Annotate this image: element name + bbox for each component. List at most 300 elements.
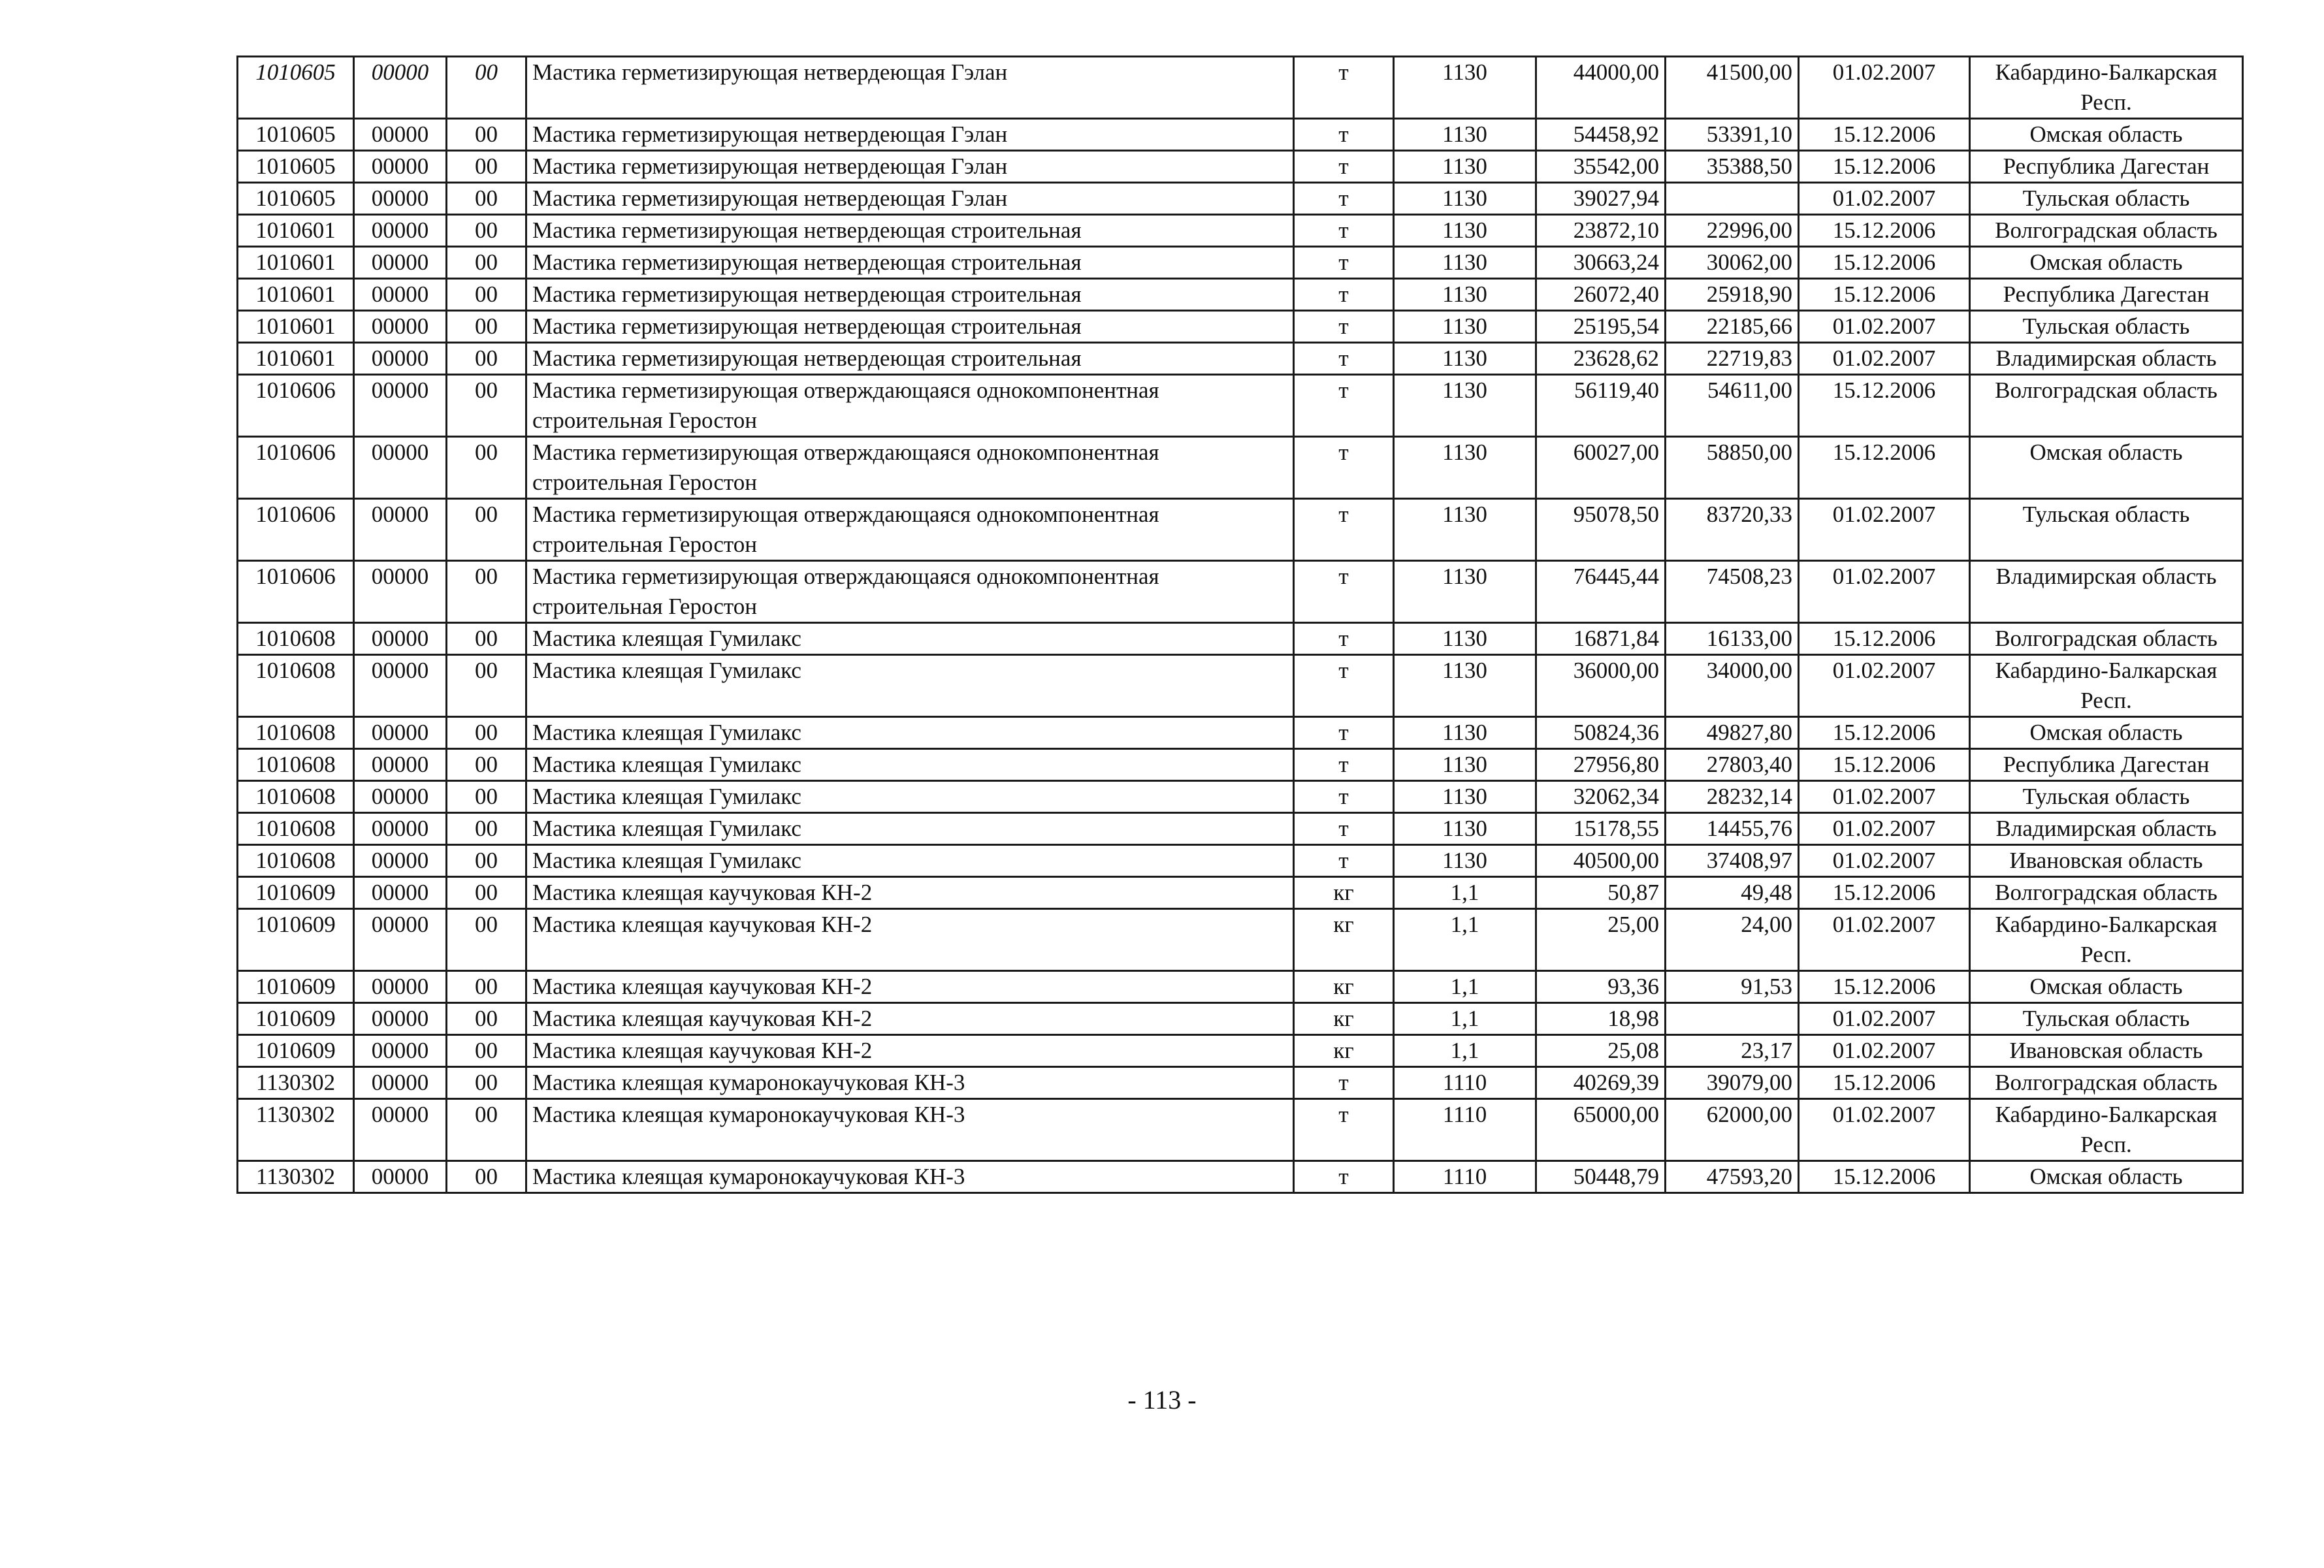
cell-price-1: 23628,62 (1536, 343, 1666, 375)
cell-sub-code: 00000 (354, 909, 447, 971)
cell-date: 15.12.2006 (1799, 437, 1970, 499)
cell-price-2: 74508,23 (1666, 561, 1799, 623)
cell-price-1: 40500,00 (1536, 845, 1666, 877)
cell-subsub-code: 00 (447, 749, 526, 781)
cell-date: 01.02.2007 (1799, 561, 1970, 623)
cell-factor: 1130 (1394, 279, 1536, 311)
cell-unit: кг (1294, 971, 1394, 1003)
cell-unit: т (1294, 183, 1394, 215)
cell-price-1: 30663,24 (1536, 247, 1666, 279)
cell-sub-code: 00000 (354, 119, 447, 151)
table-row (238, 151, 2243, 183)
cell-price-1: 25,00 (1536, 909, 1666, 971)
cell-unit: кг (1294, 909, 1394, 971)
cell-subsub-code: 00 (447, 971, 526, 1003)
cell-code: 1010608 (238, 781, 354, 813)
cell-factor: 1,1 (1394, 971, 1536, 1003)
cell-region: Тульская область (1970, 781, 2243, 813)
cell-sub-code: 00000 (354, 311, 447, 343)
cell-subsub-code: 00 (447, 813, 526, 845)
cell-factor: 1130 (1394, 813, 1536, 845)
table-row (238, 623, 2243, 655)
cell-unit: т (1294, 343, 1394, 375)
cell-date: 15.12.2006 (1799, 247, 1970, 279)
cell-factor: 1130 (1394, 499, 1536, 561)
cell-price-2: 41500,00 (1666, 57, 1799, 119)
cell-subsub-code: 00 (447, 1003, 526, 1035)
cell-sub-code: 00000 (354, 781, 447, 813)
cell-subsub-code: 00 (447, 311, 526, 343)
cell-price-1: 36000,00 (1536, 655, 1666, 717)
cell-factor: 1130 (1394, 215, 1536, 247)
cell-price-1: 95078,50 (1536, 499, 1666, 561)
cell-code: 1010601 (238, 343, 354, 375)
cell-price-1: 16871,84 (1536, 623, 1666, 655)
cell-date: 15.12.2006 (1799, 215, 1970, 247)
table-row (238, 845, 2243, 877)
cell-sub-code: 00000 (354, 343, 447, 375)
cell-sub-code: 00000 (354, 749, 447, 781)
table-row (238, 909, 2243, 971)
cell-factor: 1130 (1394, 561, 1536, 623)
cell-code: 1130302 (238, 1161, 354, 1193)
cell-unit: т (1294, 57, 1394, 119)
cell-price-2: 22719,83 (1666, 343, 1799, 375)
cell-subsub-code: 00 (447, 1099, 526, 1161)
cell-unit: т (1294, 845, 1394, 877)
cell-region: Ивановская область (1970, 845, 2243, 877)
cell-price-1: 40269,39 (1536, 1067, 1666, 1099)
table-row (238, 749, 2243, 781)
cell-material-name: Мастика клеящая Гумилакс (526, 623, 1294, 655)
cell-code: 1010605 (238, 57, 354, 119)
cell-region: Омская область (1970, 717, 2243, 749)
cell-subsub-code: 00 (447, 215, 526, 247)
cell-material-name: Мастика клеящая каучуковая КН-2 (526, 1035, 1294, 1067)
cell-date: 01.02.2007 (1799, 343, 1970, 375)
cell-factor: 1130 (1394, 781, 1536, 813)
cell-sub-code: 00000 (354, 375, 447, 437)
cell-region: Республика Дагестан (1970, 279, 2243, 311)
cell-code: 1010608 (238, 655, 354, 717)
cell-material-name: Мастика герметизирующая нетвердеющая строительная (526, 247, 1294, 279)
cell-unit: кг (1294, 877, 1394, 909)
cell-price-2: 27803,40 (1666, 749, 1799, 781)
cell-region: Волгоградская область (1970, 375, 2243, 437)
cell-unit: кг (1294, 1003, 1394, 1035)
cell-region: Кабардино-Балкарская Респ. (1970, 655, 2243, 717)
cell-material-name: Мастика клеящая Гумилакс (526, 781, 1294, 813)
cell-sub-code: 00000 (354, 623, 447, 655)
table-body (238, 57, 2243, 1193)
cell-unit: т (1294, 813, 1394, 845)
cell-price-1: 60027,00 (1536, 437, 1666, 499)
cell-date: 15.12.2006 (1799, 375, 1970, 437)
cell-price-1: 23872,10 (1536, 215, 1666, 247)
cell-subsub-code: 00 (447, 183, 526, 215)
cell-sub-code: 00000 (354, 877, 447, 909)
cell-price-2: 49,48 (1666, 877, 1799, 909)
cell-price-2: 22185,66 (1666, 311, 1799, 343)
cell-material-name: Мастика клеящая кумаронокаучуковая КН-3 (526, 1099, 1294, 1161)
cell-subsub-code: 00 (447, 561, 526, 623)
cell-date: 01.02.2007 (1799, 57, 1970, 119)
cell-price-1: 27956,80 (1536, 749, 1666, 781)
cell-unit: т (1294, 437, 1394, 499)
cell-unit: кг (1294, 1035, 1394, 1067)
cell-subsub-code: 00 (447, 343, 526, 375)
cell-price-2: 47593,20 (1666, 1161, 1799, 1193)
cell-factor: 1130 (1394, 749, 1536, 781)
table-row (238, 971, 2243, 1003)
cell-unit: т (1294, 623, 1394, 655)
cell-sub-code: 00000 (354, 655, 447, 717)
cell-factor: 1130 (1394, 311, 1536, 343)
cell-material-name: Мастика герметизирующая нетвердеющая строительная (526, 343, 1294, 375)
cell-date: 01.02.2007 (1799, 845, 1970, 877)
cell-unit: т (1294, 717, 1394, 749)
cell-subsub-code: 00 (447, 909, 526, 971)
cell-code: 1010606 (238, 561, 354, 623)
cell-price-2: 53391,10 (1666, 119, 1799, 151)
cell-factor: 1,1 (1394, 1003, 1536, 1035)
cell-price-2: 37408,97 (1666, 845, 1799, 877)
cell-sub-code: 00000 (354, 183, 447, 215)
cell-unit: т (1294, 311, 1394, 343)
cell-factor: 1110 (1394, 1099, 1536, 1161)
cell-sub-code: 00000 (354, 247, 447, 279)
cell-code: 1010608 (238, 845, 354, 877)
cell-price-1: 44000,00 (1536, 57, 1666, 119)
cell-price-2: 30062,00 (1666, 247, 1799, 279)
cell-date: 15.12.2006 (1799, 119, 1970, 151)
cell-date: 01.02.2007 (1799, 909, 1970, 971)
cell-date: 01.02.2007 (1799, 1099, 1970, 1161)
cell-date: 15.12.2006 (1799, 1067, 1970, 1099)
cell-material-name: Мастика герметизирующая нетвердеющая Гэлан (526, 151, 1294, 183)
cell-sub-code: 00000 (354, 845, 447, 877)
cell-region: Ивановская область (1970, 1035, 2243, 1067)
cell-price-1: 25,08 (1536, 1035, 1666, 1067)
table-row (238, 375, 2243, 437)
cell-price-1: 18,98 (1536, 1003, 1666, 1035)
cell-unit: т (1294, 1067, 1394, 1099)
cell-factor: 1130 (1394, 375, 1536, 437)
cell-subsub-code: 00 (447, 57, 526, 119)
cell-price-1: 50448,79 (1536, 1161, 1666, 1193)
cell-date: 15.12.2006 (1799, 749, 1970, 781)
cell-code: 1010609 (238, 1003, 354, 1035)
cell-factor: 1,1 (1394, 909, 1536, 971)
cell-material-name: Мастика герметизирующая нетвердеющая Гэлан (526, 183, 1294, 215)
cell-material-name: Мастика клеящая кумаронокаучуковая КН-3 (526, 1161, 1294, 1193)
cell-code: 1010606 (238, 437, 354, 499)
cell-sub-code: 00000 (354, 57, 447, 119)
cell-unit: т (1294, 1161, 1394, 1193)
cell-sub-code: 00000 (354, 151, 447, 183)
cell-factor: 1130 (1394, 845, 1536, 877)
cell-unit: т (1294, 561, 1394, 623)
cell-material-name: Мастика клеящая Гумилакс (526, 813, 1294, 845)
cell-material-name: Мастика герметизирующая отверждающаяся однокомпонентная строительная Геростон (526, 499, 1294, 561)
cell-price-2: 49827,80 (1666, 717, 1799, 749)
cell-material-name: Мастика клеящая Гумилакс (526, 845, 1294, 877)
cell-region: Омская область (1970, 247, 2243, 279)
cell-region: Волгоградская область (1970, 877, 2243, 909)
cell-subsub-code: 00 (447, 151, 526, 183)
cell-subsub-code: 00 (447, 499, 526, 561)
table-row (238, 813, 2243, 845)
cell-material-name: Мастика герметизирующая нетвердеющая Гэлан (526, 119, 1294, 151)
cell-unit: т (1294, 119, 1394, 151)
cell-factor: 1130 (1394, 151, 1536, 183)
cell-price-2: 16133,00 (1666, 623, 1799, 655)
cell-factor: 1130 (1394, 57, 1536, 119)
price-table (236, 56, 2244, 1194)
cell-unit: т (1294, 247, 1394, 279)
cell-unit: т (1294, 1099, 1394, 1161)
cell-subsub-code: 00 (447, 781, 526, 813)
cell-price-2: 34000,00 (1666, 655, 1799, 717)
cell-material-name: Мастика клеящая кумаронокаучуковая КН-3 (526, 1067, 1294, 1099)
cell-region: Кабардино-Балкарская Респ. (1970, 1099, 2243, 1161)
cell-region: Кабардино-Балкарская Респ. (1970, 909, 2243, 971)
cell-date: 15.12.2006 (1799, 717, 1970, 749)
cell-region: Волгоградская область (1970, 1067, 2243, 1099)
cell-subsub-code: 00 (447, 375, 526, 437)
cell-subsub-code: 00 (447, 655, 526, 717)
table-row (238, 119, 2243, 151)
cell-price-2: 25918,90 (1666, 279, 1799, 311)
cell-code: 1010608 (238, 749, 354, 781)
cell-material-name: Мастика клеящая Гумилакс (526, 655, 1294, 717)
cell-price-1: 54458,92 (1536, 119, 1666, 151)
cell-price-2 (1666, 183, 1799, 215)
cell-sub-code: 00000 (354, 813, 447, 845)
table-row (238, 1161, 2243, 1193)
cell-sub-code: 00000 (354, 1067, 447, 1099)
cell-code: 1010606 (238, 375, 354, 437)
cell-code: 1010609 (238, 1035, 354, 1067)
cell-region: Омская область (1970, 437, 2243, 499)
cell-unit: т (1294, 655, 1394, 717)
cell-sub-code: 00000 (354, 717, 447, 749)
cell-material-name: Мастика клеящая Гумилакс (526, 717, 1294, 749)
cell-price-1: 93,36 (1536, 971, 1666, 1003)
cell-unit: т (1294, 151, 1394, 183)
cell-code: 1130302 (238, 1067, 354, 1099)
cell-factor: 1130 (1394, 343, 1536, 375)
cell-region: Республика Дагестан (1970, 151, 2243, 183)
cell-factor: 1,1 (1394, 877, 1536, 909)
cell-subsub-code: 00 (447, 1067, 526, 1099)
cell-region: Владимирская область (1970, 343, 2243, 375)
cell-price-1: 35542,00 (1536, 151, 1666, 183)
cell-unit: т (1294, 499, 1394, 561)
table-row (238, 215, 2243, 247)
cell-region: Республика Дагестан (1970, 749, 2243, 781)
cell-subsub-code: 00 (447, 119, 526, 151)
cell-region: Омская область (1970, 1161, 2243, 1193)
cell-region: Омская область (1970, 971, 2243, 1003)
cell-date: 01.02.2007 (1799, 813, 1970, 845)
cell-price-2: 35388,50 (1666, 151, 1799, 183)
cell-subsub-code: 00 (447, 1035, 526, 1067)
cell-date: 01.02.2007 (1799, 183, 1970, 215)
cell-sub-code: 00000 (354, 1003, 447, 1035)
cell-factor: 1130 (1394, 437, 1536, 499)
table-row (238, 1035, 2243, 1067)
cell-price-2: 23,17 (1666, 1035, 1799, 1067)
cell-unit: т (1294, 215, 1394, 247)
cell-material-name: Мастика герметизирующая нетвердеющая строительная (526, 215, 1294, 247)
cell-subsub-code: 00 (447, 247, 526, 279)
cell-price-2: 62000,00 (1666, 1099, 1799, 1161)
cell-code: 1010601 (238, 247, 354, 279)
cell-price-1: 32062,34 (1536, 781, 1666, 813)
cell-sub-code: 00000 (354, 499, 447, 561)
cell-region: Волгоградская область (1970, 215, 2243, 247)
cell-sub-code: 00000 (354, 971, 447, 1003)
cell-code: 1010605 (238, 183, 354, 215)
cell-factor: 1130 (1394, 655, 1536, 717)
cell-price-2 (1666, 1003, 1799, 1035)
cell-price-1: 56119,40 (1536, 375, 1666, 437)
cell-sub-code: 00000 (354, 215, 447, 247)
cell-date: 15.12.2006 (1799, 1161, 1970, 1193)
page-number: - 113 - (1127, 1385, 1197, 1415)
cell-code: 1010608 (238, 813, 354, 845)
cell-sub-code: 00000 (354, 561, 447, 623)
cell-material-name: Мастика клеящая каучуковая КН-2 (526, 971, 1294, 1003)
table-row (238, 781, 2243, 813)
cell-material-name: Мастика герметизирующая нетвердеющая Гэлан (526, 57, 1294, 119)
table-row (238, 655, 2243, 717)
cell-factor: 1110 (1394, 1067, 1536, 1099)
cell-material-name: Мастика герметизирующая отверждающаяся однокомпонентная строительная Геростон (526, 375, 1294, 437)
cell-material-name: Мастика герметизирующая нетвердеющая строительная (526, 311, 1294, 343)
table-row (238, 57, 2243, 119)
cell-sub-code: 00000 (354, 1099, 447, 1161)
cell-date: 01.02.2007 (1799, 781, 1970, 813)
cell-region: Кабардино-Балкарская Респ. (1970, 57, 2243, 119)
cell-price-1: 50,87 (1536, 877, 1666, 909)
cell-code: 1010606 (238, 499, 354, 561)
cell-code: 1010605 (238, 119, 354, 151)
cell-factor: 1130 (1394, 247, 1536, 279)
table-row (238, 561, 2243, 623)
cell-material-name: Мастика клеящая каучуковая КН-2 (526, 909, 1294, 971)
cell-code: 1130302 (238, 1099, 354, 1161)
cell-factor: 1130 (1394, 623, 1536, 655)
table-row (238, 499, 2243, 561)
cell-unit: т (1294, 375, 1394, 437)
cell-region: Тульская область (1970, 499, 2243, 561)
cell-region: Тульская область (1970, 1003, 2243, 1035)
cell-sub-code: 00000 (354, 1161, 447, 1193)
cell-region: Владимирская область (1970, 813, 2243, 845)
cell-unit: т (1294, 781, 1394, 813)
cell-subsub-code: 00 (447, 717, 526, 749)
cell-subsub-code: 00 (447, 1161, 526, 1193)
cell-date: 15.12.2006 (1799, 877, 1970, 909)
table-row (238, 343, 2243, 375)
table-row (238, 311, 2243, 343)
cell-region: Владимирская область (1970, 561, 2243, 623)
cell-price-2: 83720,33 (1666, 499, 1799, 561)
cell-material-name: Мастика клеящая каучуковая КН-2 (526, 877, 1294, 909)
cell-subsub-code: 00 (447, 623, 526, 655)
cell-factor: 1130 (1394, 183, 1536, 215)
cell-factor: 1110 (1394, 1161, 1536, 1193)
cell-price-1: 15178,55 (1536, 813, 1666, 845)
cell-subsub-code: 00 (447, 845, 526, 877)
table-row (238, 1003, 2243, 1035)
cell-price-2: 22996,00 (1666, 215, 1799, 247)
cell-code: 1010605 (238, 151, 354, 183)
cell-subsub-code: 00 (447, 437, 526, 499)
cell-price-2: 58850,00 (1666, 437, 1799, 499)
cell-date: 01.02.2007 (1799, 1003, 1970, 1035)
table-row (238, 717, 2243, 749)
cell-factor: 1130 (1394, 119, 1536, 151)
cell-price-2: 14455,76 (1666, 813, 1799, 845)
table-row (238, 877, 2243, 909)
cell-price-1: 26072,40 (1536, 279, 1666, 311)
table-row (238, 1099, 2243, 1161)
cell-material-name: Мастика клеящая Гумилакс (526, 749, 1294, 781)
cell-region: Тульская область (1970, 311, 2243, 343)
cell-date: 01.02.2007 (1799, 499, 1970, 561)
cell-sub-code: 00000 (354, 1035, 447, 1067)
cell-date: 15.12.2006 (1799, 279, 1970, 311)
cell-subsub-code: 00 (447, 279, 526, 311)
cell-price-2: 28232,14 (1666, 781, 1799, 813)
table-row (238, 183, 2243, 215)
cell-region: Волгоградская область (1970, 623, 2243, 655)
cell-price-2: 54611,00 (1666, 375, 1799, 437)
cell-material-name: Мастика клеящая каучуковая КН-2 (526, 1003, 1294, 1035)
cell-date: 01.02.2007 (1799, 1035, 1970, 1067)
cell-sub-code: 00000 (354, 279, 447, 311)
table-row (238, 279, 2243, 311)
cell-price-1: 50824,36 (1536, 717, 1666, 749)
cell-price-1: 39027,94 (1536, 183, 1666, 215)
cell-price-1: 65000,00 (1536, 1099, 1666, 1161)
cell-code: 1010609 (238, 971, 354, 1003)
table-row (238, 437, 2243, 499)
cell-date: 01.02.2007 (1799, 311, 1970, 343)
cell-sub-code: 00000 (354, 437, 447, 499)
cell-material-name: Мастика герметизирующая отверждающаяся однокомпонентная строительная Геростон (526, 437, 1294, 499)
cell-price-1: 25195,54 (1536, 311, 1666, 343)
cell-code: 1010608 (238, 717, 354, 749)
table-row (238, 247, 2243, 279)
cell-unit: т (1294, 749, 1394, 781)
cell-date: 15.12.2006 (1799, 151, 1970, 183)
cell-date: 01.02.2007 (1799, 655, 1970, 717)
cell-code: 1010608 (238, 623, 354, 655)
cell-unit: т (1294, 279, 1394, 311)
cell-price-2: 24,00 (1666, 909, 1799, 971)
cell-subsub-code: 00 (447, 877, 526, 909)
cell-material-name: Мастика герметизирующая нетвердеющая строительная (526, 279, 1294, 311)
cell-date: 15.12.2006 (1799, 623, 1970, 655)
cell-material-name: Мастика герметизирующая отверждающаяся однокомпонентная строительная Геростон (526, 561, 1294, 623)
cell-code: 1010601 (238, 215, 354, 247)
cell-region: Омская область (1970, 119, 2243, 151)
cell-date: 15.12.2006 (1799, 971, 1970, 1003)
